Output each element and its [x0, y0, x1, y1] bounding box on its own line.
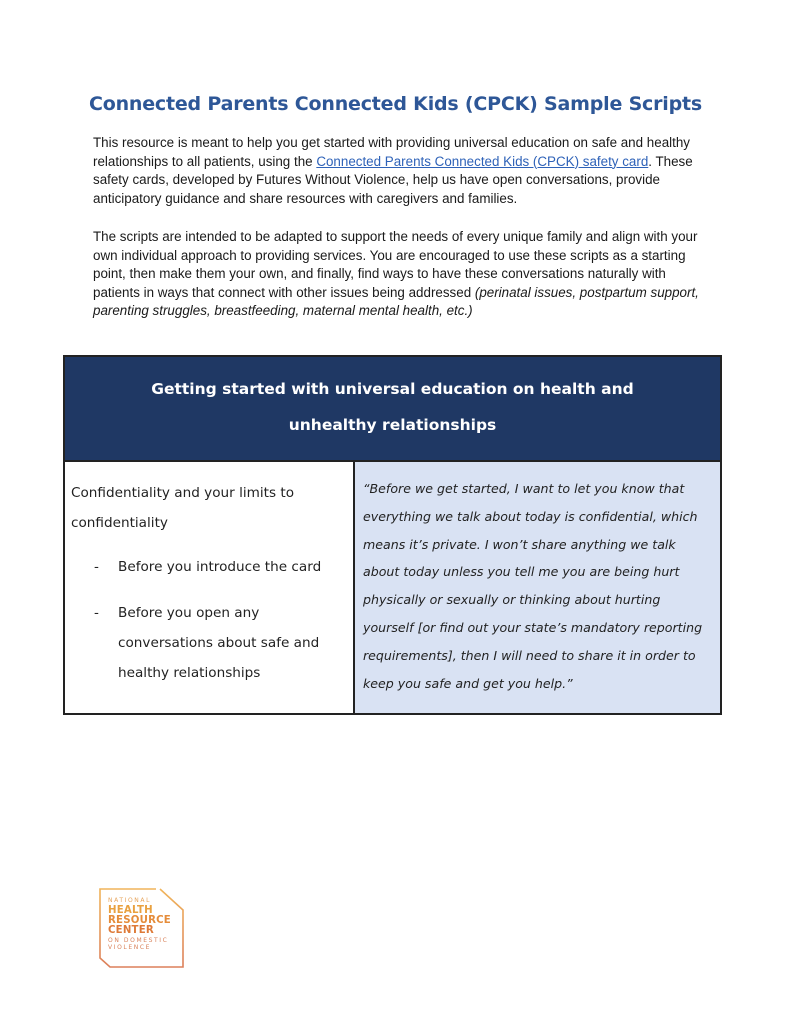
logo-line-center: CENTER — [108, 925, 154, 937]
intro-text-before-link: This resource is meant to help you get started with providing universal education on safe and healthy relationships to all patients, using the — [93, 135, 690, 169]
intro-paragraph-2-text: The scripts are intended to be adapted to support the needs of every unique family and align with your own individual approach to providing services. You are encouraged to use these scripts as a starting point, then make them your own, and finally, find ways to have these conversations naturally with patients in ways that connect with other issues being addressed — [93, 229, 698, 300]
nhrcdv-logo — [98, 888, 184, 968]
bullet-text: Before you open any conversations about safe and healthy relationships — [118, 605, 320, 681]
topic-title: Confidentiality and your limits to confidentiality — [71, 485, 295, 531]
intro-paragraph-1 — [93, 134, 703, 208]
logo-line-national: NATIONAL — [108, 897, 152, 904]
logo-line-health: HEALTH — [108, 905, 153, 916]
logo-text — [108, 898, 171, 952]
intro-paragraph-2 — [93, 228, 703, 321]
logo-line-violence: VIOLENCE — [108, 943, 151, 951]
table-row — [65, 462, 720, 713]
topic-cell — [65, 462, 355, 713]
bullet-text: Before you introduce the card — [118, 559, 322, 575]
script-table — [63, 355, 722, 715]
page-title: Connected Parents Connected Kids (CPCK) Sample Scripts — [88, 93, 702, 115]
table-header: Getting started with universal education on health and unhealthy relationships — [65, 357, 720, 462]
logo-line-on-domestic: ON DOMESTIC — [108, 936, 169, 944]
bullet-dash: - — [94, 559, 99, 575]
topic-bullet-list — [71, 552, 347, 688]
intro-paragraph-2-examples: (perinatal issues, postpartum support, parenting struggles, breastfeeding, maternal mental health, etc.) — [93, 284, 699, 319]
script-cell: “Before we get started, I want to let you know that everything we talk about today is confidential, which means it’s private. I won’t share anything we talk about today unless you tell me you are being hurt physically or sexually or thinking about hurting yourself [or find out your state’s mandatory reporting requirements], then I will need to share it in order to keep you safe and get you help.” — [355, 462, 720, 713]
cpck-safety-card-link[interactable]: Connected Parents Connected Kids (CPCK) safety card — [316, 153, 649, 169]
logo-line-resource: RESOURCE — [108, 915, 171, 927]
topic-bullet-item — [71, 552, 347, 582]
bullet-dash: - — [94, 605, 99, 621]
intro-text-after-link: . These safety cards, developed by Futures Without Violence, help us have open conversations, provide anticipatory guidance and share resources with caregivers and families. — [93, 153, 693, 206]
topic-bullet-item — [71, 598, 347, 688]
